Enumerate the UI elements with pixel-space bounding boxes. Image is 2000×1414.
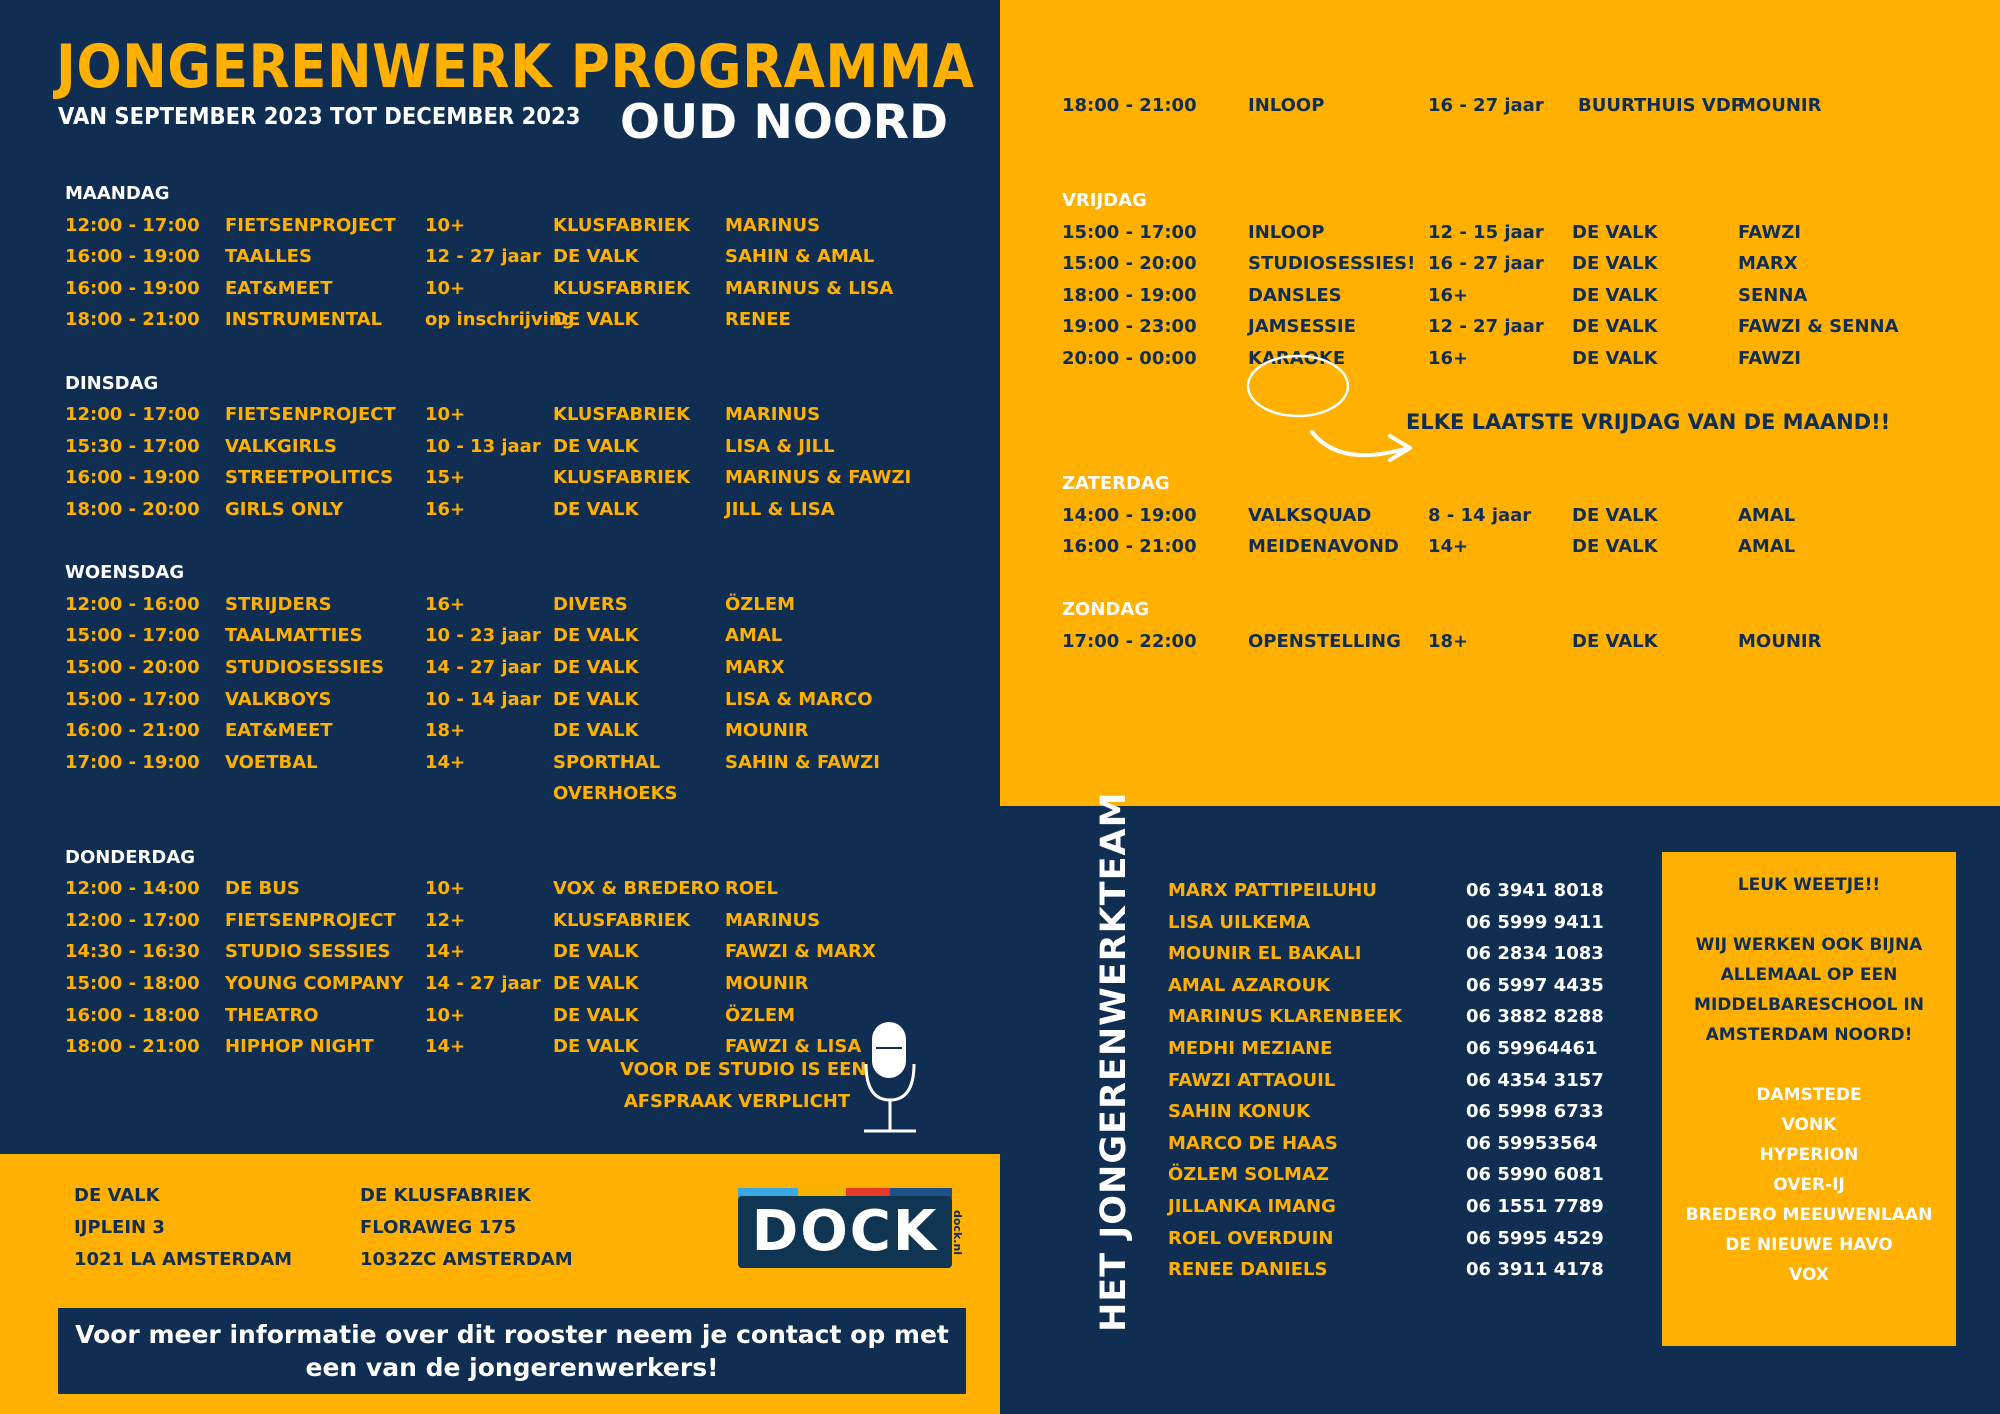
schedule-activity: DE BUS [225,878,300,900]
schedule-activity: JAMSESSIE [1248,316,1356,338]
schedule-time: 15:00 - 17:00 [1062,221,1197,243]
schedule-activity: STUDIOSESSIES [225,657,385,678]
team-member-name: RENEE DANIELS [1168,1259,1328,1281]
schedule-staff: LISA & MARCO [725,688,873,710]
microphone-icon [858,1018,922,1136]
info-box [58,1308,966,1394]
schedule-age: 14 - 27 jaar [425,973,541,994]
schedule-staff: FAWZI & SENNA [1738,316,1899,338]
schedule-time: 12:00 - 16:00 [65,593,200,615]
info-text-line-2: een van de jongerenwerkers! [305,1353,719,1382]
schedule-staff: SENNA [1738,284,1808,306]
schedule-age: 14+ [425,751,466,773]
schedule-location: KLUSFABRIEK [553,404,691,426]
schedule-time: 16:00 - 18:00 [65,1004,200,1026]
team-member-name: MARINUS KLARENBEEK [1168,1006,1403,1028]
fun-fact-line: MIDDELBARESCHOOL IN [1694,995,1924,1015]
studio-note [620,1054,867,1118]
day-label: ZATERDAG [1062,473,1170,494]
schedule-time: 16:00 - 21:00 [1062,536,1197,558]
arrow-line [1312,432,1408,455]
schedule-age: 16 - 27 jaar [1428,95,1544,116]
schedule-age: 10+ [425,1004,466,1026]
page-title: JONGERENWERK PROGRAMMA [56,32,975,102]
team-member-name: MARX PATTIPEILUHU [1168,880,1377,901]
schedule-location: DE VALK [553,309,639,331]
schedule-age: 12 - 27 jaar [425,246,541,268]
schedule-staff: FAWZI [1738,348,1801,369]
area-subtitle: OUD NOORD [620,95,948,150]
schedule-time: 12:00 - 17:00 [65,404,200,426]
team-member-name: ÖZLEM SOLMAZ [1168,1164,1329,1186]
schedule-staff: AMAL [725,625,783,647]
schedule-activity: EAT&MEET [225,720,333,742]
schedule-activity: YOUNG COMPANY [225,973,404,994]
schedule-staff: LISA & JILL [725,435,835,457]
schedule-time: 15:00 - 17:00 [65,688,200,710]
schedule-age: op inschrijving [425,309,575,331]
schedule-age: 10+ [425,404,466,426]
schedule-location: DE VALK [553,625,639,647]
karaoke-annotation-arrow [1240,348,1420,468]
schedule-time: 12:00 - 17:00 [65,909,200,931]
day-label: DINSDAG [65,372,159,394]
day-label: ZONDAG [1062,599,1150,620]
schedule-age: 14+ [425,941,466,963]
schedule-staff: RENEE [725,309,791,331]
school-name: VONK [1781,1115,1837,1135]
schedule-activity: TAALLES [225,246,312,268]
schedule-location: DE VALK [553,941,639,963]
schedule-time: 18:00 - 20:00 [65,499,200,520]
schedule-activity: DANSLES [1248,284,1342,306]
arrow-head [1390,436,1410,460]
team-member-phone: 06 2834 1083 [1466,943,1604,965]
schedule-age: 14+ [425,1036,466,1058]
schedule-location: DE VALK [553,499,639,520]
schedule-location: DE VALK [553,435,639,457]
schedule-staff: ROEL [725,878,778,900]
school-name: VOX [1789,1265,1829,1285]
schedule-time: 17:00 - 19:00 [65,751,200,773]
schedule-time: 20:00 - 00:00 [1062,348,1197,369]
schedule-location: DIVERS [553,593,628,615]
schedule-age: 12 - 27 jaar [1428,316,1544,338]
team-member-name: SAHIN KONUK [1168,1101,1311,1123]
schedule-staff: MARINUS & FAWZI [725,467,912,489]
schedule-location: DE VALK [1572,630,1658,652]
schedule-staff: AMAL [1738,504,1796,526]
team-member-phone: 06 1551 7789 [1466,1196,1604,1217]
team-member-name: MEDHI MEZIANE [1168,1038,1333,1059]
schedule-location: DE VALK [1572,536,1658,558]
karaoke-note: ELKE LAATSTE VRIJDAG VAN DE MAAND!! [1406,410,1891,434]
schedule-staff: FAWZI [1738,221,1801,243]
schedule-location: SPORTHAL [553,751,661,773]
schedule-location: DE VALK [553,1004,639,1026]
address-valk-name: DE VALK [74,1185,160,1206]
schedule-age: 18+ [425,720,466,742]
schedule-time: 15:00 - 17:00 [65,625,200,647]
schedule-age: 12+ [425,909,466,931]
schedule-activity: GIRLS ONLY [225,499,344,520]
day-label: MAANDAG [65,183,170,204]
schedule-staff: FAWZI & MARX [725,941,876,963]
schedule-location: DE VALK [1572,504,1658,526]
schedule-location: DE VALK [553,1036,639,1058]
schedule-location: DE VALK [553,973,639,994]
team-member-phone: 06 5990 6081 [1466,1164,1604,1186]
schedule-location: KLUSFABRIEK [553,214,691,236]
schedule-age: 16+ [1428,284,1469,306]
schedule-activity: INLOOP [1248,95,1325,116]
schedule-location: DE VALK [553,720,639,742]
schedule-time: 15:00 - 20:00 [1062,253,1197,275]
schedule-age: 18+ [1428,630,1469,652]
studio-note-line-1: VOOR DE STUDIO IS EEN [620,1059,867,1080]
school-name: HYPERION [1759,1145,1859,1165]
schedule-time: 16:00 - 19:00 [65,467,200,489]
schedule-activity: VOETBAL [225,751,318,773]
schedule-activity: FIETSENPROJECT [225,214,396,236]
team-heading: HET JONGERENWERKTEAM [1094,791,1134,1332]
schedule-age: 16 - 27 jaar [1428,253,1544,275]
schedule-location: DE VALK [1572,284,1658,306]
school-name: BREDERO MEEUWENLAAN [1685,1205,1933,1225]
logo-side-text: dock.nl [951,1210,964,1256]
schedule-age: 10+ [425,214,466,236]
schedule-age: 10 - 14 jaar [425,688,541,710]
schedule-time: 16:00 - 19:00 [65,277,200,299]
team-member-phone: 06 4354 3157 [1466,1069,1604,1091]
team-member-name: AMAL AZAROUK [1168,974,1331,996]
schedule-staff: MARINUS [725,214,821,236]
team-member-phone: 06 5999 9411 [1466,911,1604,933]
schedule-time: 15:30 - 17:00 [65,435,200,457]
schedule-time: 18:00 - 19:00 [1062,284,1197,306]
schedule-location: DE VALK [553,688,639,710]
schedule-time: 15:00 - 20:00 [65,657,200,678]
schedule-activity: INSTRUMENTAL [225,309,383,331]
team-member-phone: 06 5997 4435 [1466,974,1604,996]
schedule-age: 16+ [425,499,466,520]
address-klusfabriek-street: FLORAWEG 175 [360,1217,517,1238]
schedule-activity: INLOOP [1248,221,1325,243]
schedule-time: 14:30 - 16:30 [65,941,200,963]
schedule-location: VOX & BREDERO [553,878,720,900]
address-de-valk [74,1180,292,1276]
schedule-staff: MARX [725,657,785,678]
school-name: DAMSTEDE [1756,1085,1862,1105]
schedule-location: DE VALK [1572,221,1658,243]
schedule-activity: STREETPOLITICS [225,467,394,489]
schedule-location: DE VALK [1572,253,1658,275]
address-klusfabriek-name: DE KLUSFABRIEK [360,1185,531,1206]
schedule-location: KLUSFABRIEK [553,467,691,489]
right-schedule-panel [1000,0,2000,806]
schedule-age: 8 - 14 jaar [1428,504,1532,526]
schedule-age: 14+ [1428,536,1469,558]
address-klusfabriek [360,1180,573,1276]
schedule-time: 16:00 - 19:00 [65,246,200,268]
schedule-activity: FIETSENPROJECT [225,909,396,931]
schedule-staff: AMAL [1738,536,1796,558]
schedule-staff: FAWZI & LISA [725,1036,862,1058]
period-subtitle: VAN SEPTEMBER 2023 TOT DECEMBER 2023 [58,104,581,130]
address-valk-city: 1021 LA AMSTERDAM [74,1249,293,1270]
schedule-age: 14 - 27 jaar [425,657,541,678]
schedule-activity: TAALMATTIES [225,625,363,647]
schedule-time: 19:00 - 23:00 [1062,316,1197,338]
day-label: WOENSDAG [65,562,185,584]
schedule-activity: MEIDENAVOND [1248,536,1399,558]
team-member-name: MARCO DE HAAS [1168,1132,1338,1154]
schedule-activity: OPENSTELLING [1248,630,1401,652]
schedule-location: KLUSFABRIEK [553,277,691,299]
schedule-activity: STUDIOSESSIES! [1248,253,1416,275]
schedule-age: 16+ [1428,348,1469,369]
team-member-name: MOUNIR EL BAKALI [1168,943,1362,965]
address-klusfabriek-city: 1032ZC AMSTERDAM [360,1249,573,1270]
day-label: DONDERDAG [65,846,196,868]
schedule-location: KLUSFABRIEK [553,909,691,931]
schedule-activity: VALKSQUAD [1248,504,1372,526]
schedule-time: 18:00 - 21:00 [1062,95,1197,116]
karaoke-circle [1248,356,1348,416]
schedule-activity: EAT&MEET [225,277,333,299]
schedule-location: OVERHOEKS [553,783,678,805]
schedule-time: 16:00 - 21:00 [65,720,200,742]
schedule-activity: VALKGIRLS [225,435,337,457]
team-member-name: ROEL OVERDUIN [1168,1227,1334,1249]
team-member-name: JILLANKA IMANG [1168,1196,1336,1217]
team-member-name: LISA UILKEMA [1168,911,1311,933]
fun-fact-line: AMSTERDAM NOORD! [1705,1025,1913,1045]
schedule-staff: MARINUS & LISA [725,277,894,299]
team-member-name: FAWZI ATTAOUIL [1168,1069,1336,1091]
schedule-activity: THEATRO [225,1004,319,1026]
schedule-time: 15:00 - 18:00 [65,973,200,994]
studio-note-line-2: AFSPRAAK VERPLICHT [623,1091,851,1112]
schedule-activity: STRIJDERS [225,593,332,615]
fun-fact-line: ALLEMAAL OP EEN [1720,965,1898,985]
schedule-activity: VALKBOYS [225,688,332,710]
fun-fact-heading: LEUK WEETJE!! [1737,875,1881,895]
dock-logo [738,1188,964,1268]
fun-fact-box [1662,852,1956,1346]
team-member-phone: 06 5998 6733 [1466,1101,1604,1123]
school-list [1662,1080,1956,1290]
schedule-location: BUURTHUIS VDP [1578,95,1744,116]
schedule-age: 10 - 13 jaar [425,435,541,457]
schedule-activity: STUDIO SESSIES [225,941,391,963]
schedule-staff: MOUNIR [725,973,809,994]
schedule-staff: MARX [1738,253,1798,275]
team-member-phone: 06 3941 8018 [1466,880,1604,901]
info-text [58,1318,966,1384]
team-member-phone: 06 3911 4178 [1466,1259,1604,1281]
schedule-staff: JILL & LISA [725,499,835,520]
schedule-activity: HIPHOP NIGHT [225,1036,374,1058]
address-valk-street: IJPLEIN 3 [74,1217,165,1238]
team-member-phone: 06 5995 4529 [1466,1227,1604,1249]
schedule-activity: FIETSENPROJECT [225,404,396,426]
info-text-line-1: Voor meer informatie over dit rooster neem je contact op met [75,1320,949,1349]
schedule-age: 10+ [425,878,466,900]
schedule-time: 12:00 - 14:00 [65,878,200,900]
schedule-activity: KARAOKE [1248,348,1346,369]
schedule-time: 18:00 - 21:00 [65,309,200,331]
schedule-age: 10+ [425,277,466,299]
schedule-time: 12:00 - 17:00 [65,214,200,236]
logo-text: DOCK [751,1199,939,1264]
schedule-staff: MARINUS [725,404,821,426]
schedule-time: 17:00 - 22:00 [1062,630,1197,652]
schedule-age: 10 - 23 jaar [425,625,541,647]
school-name: OVER-IJ [1773,1175,1845,1195]
schedule-age: 12 - 15 jaar [1428,221,1544,243]
team-member-phone: 06 59953564 [1466,1132,1598,1154]
schedule-age: 15+ [425,467,466,489]
schedule-staff: MOUNIR [1738,95,1822,116]
schedule-staff: SAHIN & FAWZI [725,751,880,773]
schedule-staff: SAHIN & AMAL [725,246,875,268]
schedule-staff: MARINUS [725,909,821,931]
schedule-location: DE VALK [1572,348,1658,369]
day-label: VRIJDAG [1062,190,1147,211]
schedule-staff: ÖZLEM [725,593,796,615]
team-member-phone: 06 59964461 [1466,1038,1598,1059]
schedule-location: DE VALK [1572,316,1658,338]
fun-fact-body [1662,930,1956,1050]
schedule-staff: MOUNIR [725,720,809,742]
schedule-time: 18:00 - 21:00 [65,1036,200,1058]
schedule-location: DE VALK [553,246,639,268]
schedule-time: 14:00 - 19:00 [1062,504,1197,526]
schedule-staff: ÖZLEM [725,1004,796,1026]
fun-fact-line: WIJ WERKEN OOK BIJNA [1695,935,1923,955]
schedule-age: 16+ [425,593,466,615]
school-name: DE NIEUWE HAVO [1725,1235,1893,1255]
team-member-phone: 06 3882 8288 [1466,1006,1604,1028]
schedule-location: DE VALK [553,657,639,678]
schedule-staff: MOUNIR [1738,630,1822,652]
